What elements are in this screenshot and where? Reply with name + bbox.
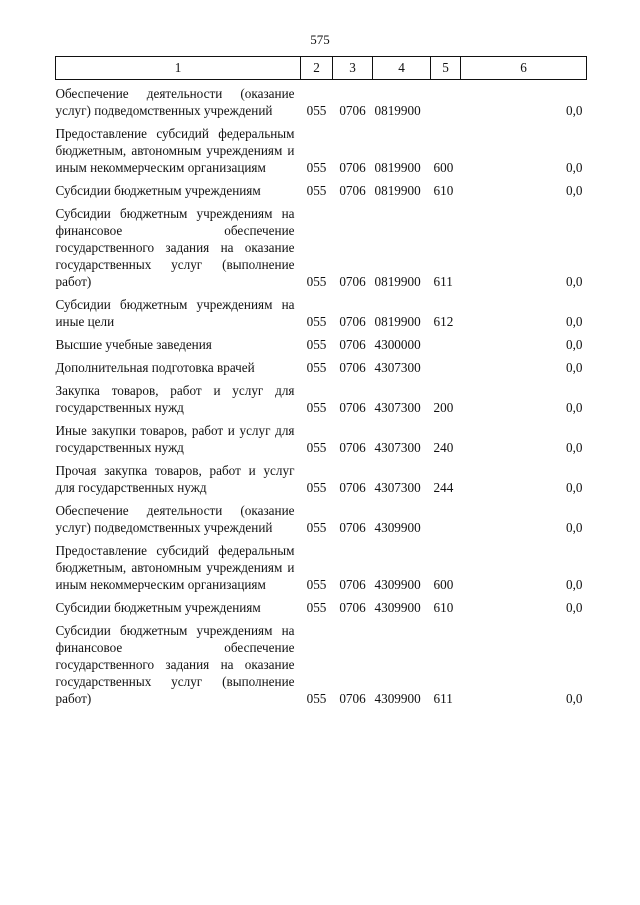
row-gr-code: 055 [306,691,327,706]
table-row [56,416,587,456]
header-col-4: 4 [373,57,431,80]
row-gr-code: 055 [306,520,327,535]
row-section-code: 0706 [339,400,366,415]
row-target-code: 0819900 [374,103,421,118]
row-target-code: 0819900 [374,183,421,198]
row-amount: 0,0 [566,103,583,118]
row-target-code: 4307300 [374,480,421,495]
row-name: Предоставление субсидий федеральным бюджетным, автономным учреждениям и иным некоммерческим организациям [55,543,295,592]
row-expense-type: 611 [433,691,453,706]
table-row [56,536,587,593]
table-row [56,496,587,536]
row-amount: 0,0 [566,183,583,198]
header-col-6: 6 [461,57,587,80]
header-col-5: 5 [431,57,461,80]
row-section-code: 0706 [339,360,366,375]
row-expense-type: 611 [433,274,453,289]
row-gr-code: 055 [306,400,327,415]
row-name: Обеспечение деятельности (оказание услуг) подведомственных учреждений [55,503,295,535]
row-target-code: 4307300 [374,400,421,415]
table-body [56,80,587,708]
row-name: Обеспечение деятельности (оказание услуг) подведомственных учреждений [55,86,295,118]
table-row [56,456,587,496]
row-gr-code: 055 [306,314,327,329]
row-name: Субсидии бюджетным учреждениям на иные цели [55,297,295,329]
header-col-2: 2 [301,57,333,80]
header-row [56,57,587,80]
row-name: Иные закупки товаров, работ и услуг для государственных нужд [55,423,295,455]
table-row [56,616,587,707]
row-section-code: 0706 [339,314,366,329]
row-target-code: 4300000 [374,337,421,352]
row-name: Субсидии бюджетным учреждениям на финансовое обеспечение государственного задания на оказание государственных услуг (выполнение работ) [55,206,295,289]
row-section-code: 0706 [339,440,366,455]
row-gr-code: 055 [306,103,327,118]
row-section-code: 0706 [339,691,366,706]
row-gr-code: 055 [306,337,327,352]
row-amount: 0,0 [566,480,583,495]
row-amount: 0,0 [566,274,583,289]
table-row [56,353,587,376]
row-amount: 0,0 [566,337,583,352]
row-gr-code: 055 [306,600,327,615]
row-name: Предоставление субсидий федеральным бюджетным, автономным учреждениям и иным некоммерческим организациям [55,126,295,175]
row-section-code: 0706 [339,183,366,198]
row-amount: 0,0 [566,400,583,415]
table-row [56,199,587,290]
row-expense-type: 610 [433,600,454,615]
row-section-code: 0706 [339,480,366,495]
row-gr-code: 055 [306,183,327,198]
row-expense-type: 600 [433,160,454,175]
row-section-code: 0706 [339,160,366,175]
table-row [56,80,587,120]
header-col-3: 3 [333,57,373,80]
row-section-code: 0706 [339,577,366,592]
row-amount: 0,0 [566,600,583,615]
row-target-code: 4307300 [374,440,421,455]
row-expense-type: 600 [433,577,454,592]
row-amount: 0,0 [566,691,583,706]
row-amount: 0,0 [566,577,583,592]
row-name: Прочая закупка товаров, работ и услуг для государственных нужд [55,463,295,495]
row-name: Субсидии бюджетным учреждениям на финансовое обеспечение государственного задания на оказание государственных услуг (выполнение работ) [55,623,295,706]
row-target-code: 0819900 [374,274,421,289]
row-target-code: 0819900 [374,160,421,175]
row-amount: 0,0 [566,314,583,329]
table-row [56,376,587,416]
row-expense-type: 240 [433,440,454,455]
row-gr-code: 055 [306,440,327,455]
table-row [56,330,587,353]
page-number: 575 [310,32,330,47]
row-name: Субсидии бюджетным учреждениям [55,600,261,615]
header-col-1: 1 [56,57,301,80]
row-expense-type [431,80,461,120]
row-section-code: 0706 [339,337,366,352]
row-amount: 0,0 [566,360,583,375]
row-amount: 0,0 [566,520,583,535]
row-expense-type [431,496,461,536]
row-gr-code: 055 [306,274,327,289]
row-gr-code: 055 [306,480,327,495]
row-amount: 0,0 [566,440,583,455]
row-expense-type [431,330,461,353]
row-expense-type [431,353,461,376]
row-name: Высшие учебные заведения [55,337,212,352]
row-gr-code: 055 [306,360,327,375]
row-expense-type: 612 [433,314,454,329]
budget-table [55,56,587,707]
row-target-code: 4309900 [374,520,421,535]
row-name: Дополнительная подготовка врачей [55,360,255,375]
row-target-code: 4309900 [374,577,421,592]
row-gr-code: 055 [306,577,327,592]
table-row [56,176,587,199]
row-target-code: 4309900 [374,691,421,706]
row-expense-type: 244 [433,480,454,495]
row-expense-type: 200 [433,400,454,415]
row-section-code: 0706 [339,520,366,535]
table-row [56,119,587,176]
row-target-code: 0819900 [374,314,421,329]
row-name: Закупка товаров, работ и услуг для государственных нужд [55,383,295,415]
row-target-code: 4307300 [374,360,421,375]
table-row [56,593,587,616]
row-target-code: 4309900 [374,600,421,615]
row-expense-type: 610 [433,183,454,198]
row-section-code: 0706 [339,600,366,615]
row-section-code: 0706 [339,103,366,118]
row-section-code: 0706 [339,274,366,289]
row-name: Субсидии бюджетным учреждениям [55,183,261,198]
table-row [56,290,587,330]
row-gr-code: 055 [306,160,327,175]
row-amount: 0,0 [566,160,583,175]
